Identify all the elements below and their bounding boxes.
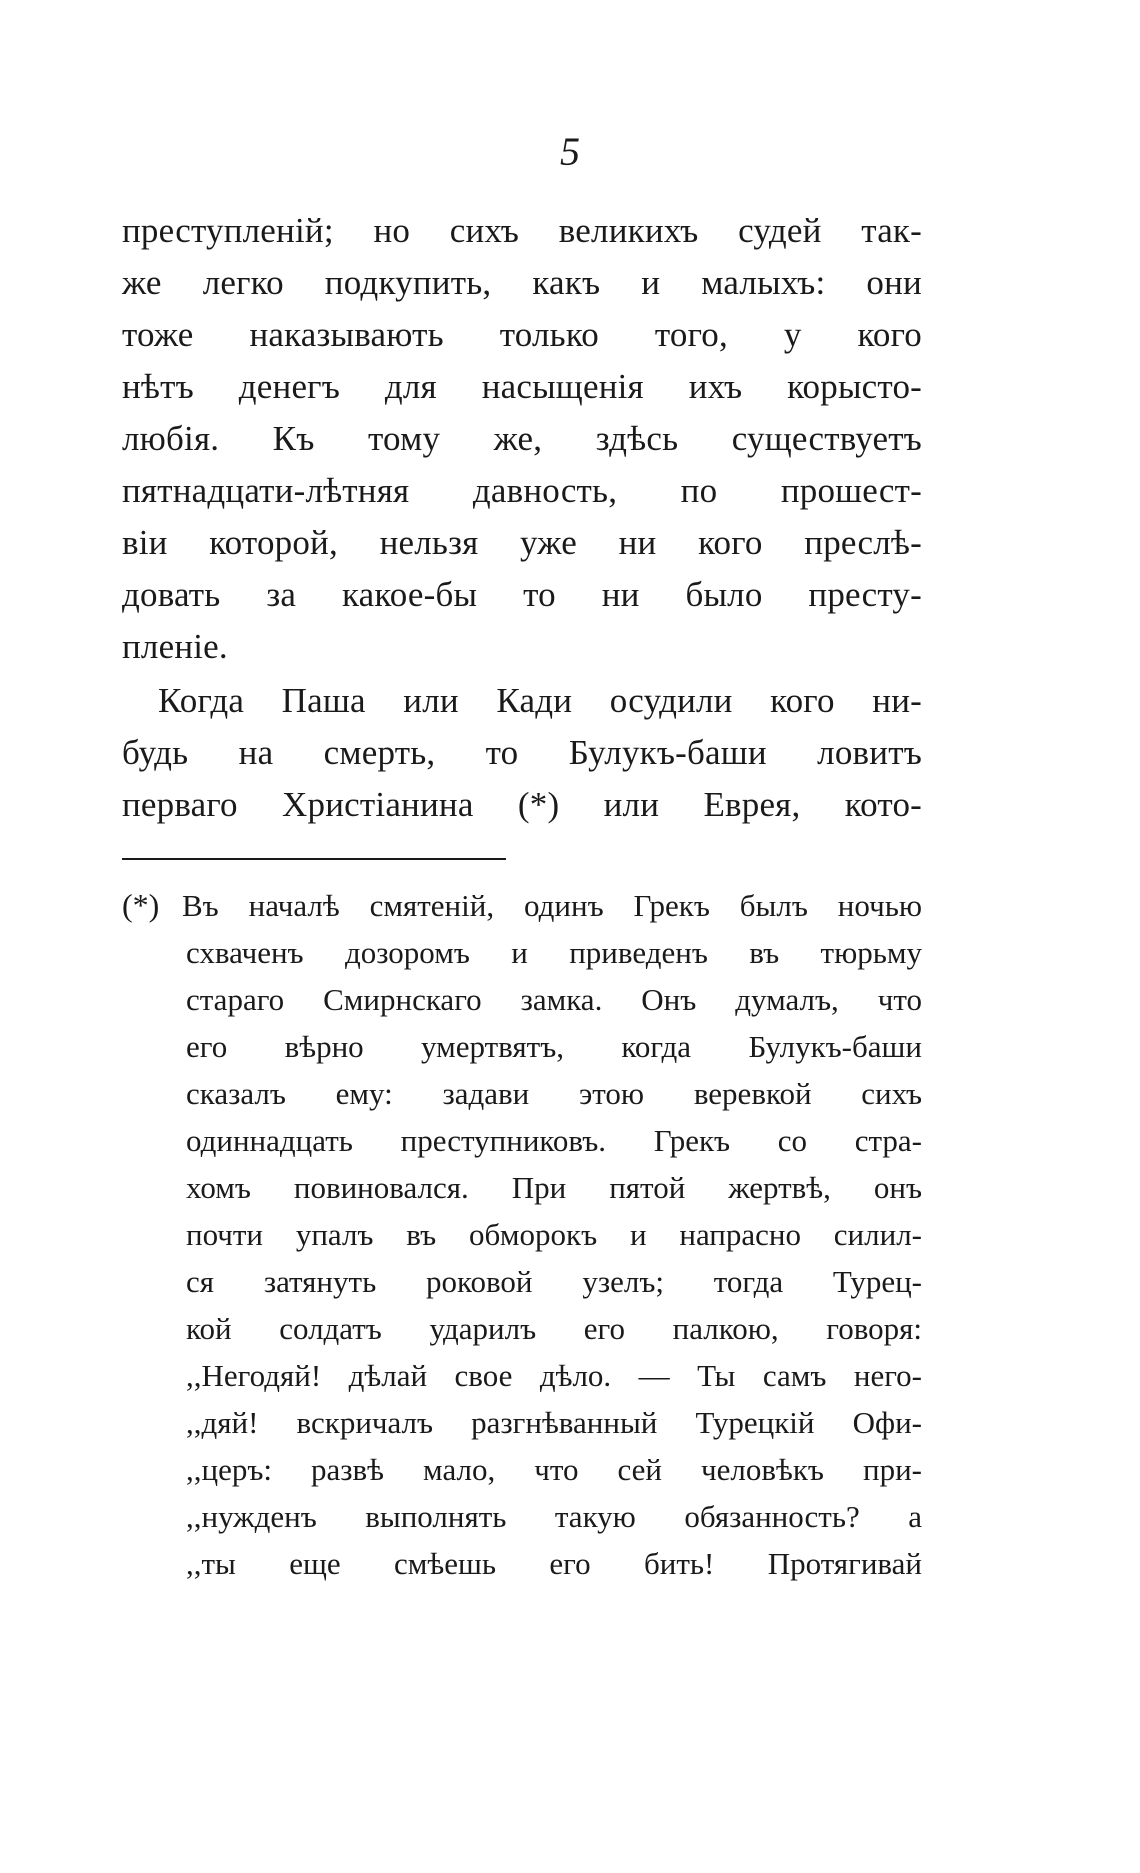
footnote-line: его вѣрно умертвятъ, когда Булукъ-баши — [186, 1029, 922, 1064]
page-number: 5 — [560, 129, 580, 174]
footnote-line: почти упалъ въ обморокъ и напрасно силил- — [186, 1217, 922, 1252]
text-line: довать за какое-бы то ни было престу- — [122, 575, 922, 614]
footnote-line-text: Въ началѣ смятеній, одинъ Грекъ былъ ночью — [182, 888, 922, 923]
text-line: пятнадцати-лѣтняя давность, по прошест- — [122, 471, 922, 510]
paragraph-start-line: Когда Паша или Кади осудили кого ни- — [158, 681, 922, 720]
text-line: будь на смерть, то Булукъ-баши ловитъ — [122, 733, 922, 772]
footnote-line: ,,церъ: развѣ мало, что сей человѣкъ при- — [186, 1452, 922, 1487]
footnote-line: ,,Негодяй! дѣлай свое дѣло. — Ты самъ него- — [186, 1358, 922, 1393]
footnote-line: одиннадцать преступниковъ. Грекъ со стра- — [186, 1123, 922, 1158]
footnote-line: ,,дяй! вскричалъ разгнѣванный Турецкій Офи- — [186, 1405, 922, 1440]
footnote-line: сказалъ ему: задави этою веревкой сихъ — [186, 1076, 922, 1111]
footnote-line: стараго Смирнскаго замка. Онъ думалъ, что — [186, 982, 922, 1017]
text-line: пленіе. — [122, 627, 228, 666]
footnote — [122, 882, 922, 1587]
footnote-separator — [122, 858, 506, 860]
footnote-line: хомъ повиновался. При пятой жертвѣ, онъ — [186, 1170, 922, 1205]
text-line: преступленій; но сихъ великихъ судей так- — [122, 211, 922, 250]
text-line: нѣтъ денегъ для насыщенія ихъ корысто- — [122, 367, 922, 406]
main-text — [122, 205, 922, 831]
footnote-marker: (*) — [122, 887, 160, 923]
footnote-line: кой солдатъ ударилъ его палкою, говоря: — [186, 1311, 922, 1346]
text-line: же легко подкупить, какъ и малыхъ: они — [122, 263, 922, 302]
footnote-line: ся затянуть роковой узелъ; тогда Турец- — [186, 1264, 922, 1299]
text-line: тоже наказывають только того, у кого — [122, 315, 922, 354]
footnote-line: схваченъ дозоромъ и приведенъ въ тюрьму — [186, 935, 922, 970]
text-line: перваго Христіанина (*) или Еврея, кото- — [122, 785, 922, 824]
footnote-line: ,,нужденъ выполнять такую обязанность? а — [186, 1499, 922, 1534]
text-line: любія. Къ тому же, здѣсь существуетъ — [122, 419, 922, 458]
footnote-line — [122, 882, 922, 929]
footnote-line: ,,ты еще смѣешь его бить! Протягивай — [186, 1546, 922, 1581]
text-line: віи которой, нельзя уже ни кого преслѣ- — [122, 523, 922, 562]
